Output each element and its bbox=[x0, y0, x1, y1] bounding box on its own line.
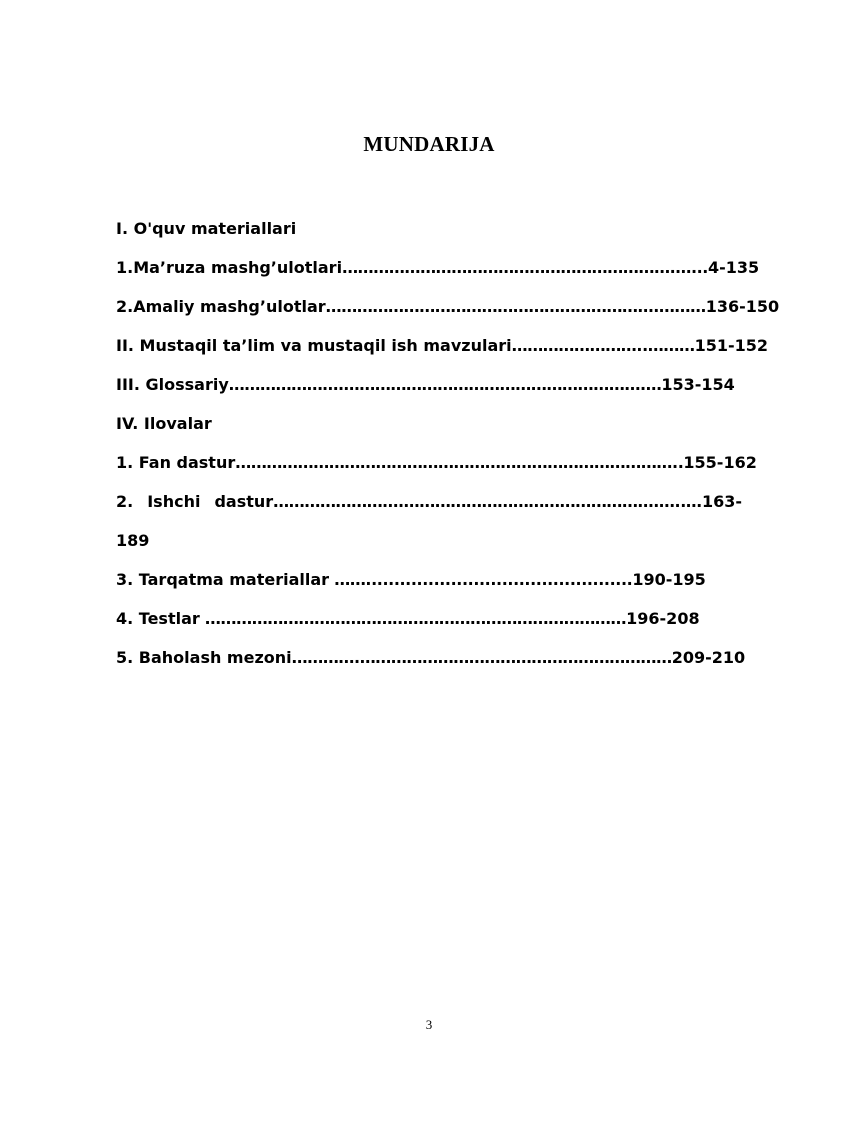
toc-entry-label: 2.Amaliy mashg’ulotlar bbox=[116, 297, 326, 316]
toc-entry-pages: 189 bbox=[116, 531, 150, 550]
toc-leader-dots: ………………….………………………………………………….… bbox=[228, 375, 662, 394]
toc-entry-label: IV. Ilovalar bbox=[116, 414, 212, 433]
toc-entry-label: III. Glossariy bbox=[116, 375, 229, 394]
toc-leader-dots: ……………………………………………………….…... bbox=[342, 258, 708, 277]
toc-entry-number: 2. bbox=[116, 492, 134, 511]
toc-entry-pages: 4-135 bbox=[707, 258, 760, 277]
toc-entry-label: Ishchi bbox=[147, 492, 201, 511]
toc-entry-label: 5. Baholash mezoni bbox=[116, 648, 292, 667]
toc-entry-pages: 151-152 bbox=[694, 336, 769, 355]
toc-entry-label: dastur bbox=[214, 492, 274, 511]
toc-leader-dots: ……………………………………………………….……… bbox=[325, 297, 706, 316]
toc-entry-pages: 153-154 bbox=[661, 375, 735, 394]
toc-leader-dots: ………………………………………………………………………….. bbox=[235, 453, 684, 472]
toc-section-oquv-materiallari[interactable] bbox=[116, 209, 742, 248]
page-title: MUNDARIJA bbox=[363, 132, 495, 156]
toc-entry-ishchi-dastur[interactable] bbox=[116, 482, 742, 521]
toc-entry-tarqatma[interactable] bbox=[116, 560, 742, 599]
toc-entry-pages: 155-162 bbox=[683, 453, 757, 472]
toc-entry-pages: 196-208 bbox=[626, 609, 700, 628]
table-of-contents bbox=[116, 209, 780, 677]
toc-entry-pages: 136-150 bbox=[705, 297, 780, 316]
toc-entry-label: 1. Fan dastur bbox=[116, 453, 236, 472]
toc-leader-dots: ……............................................... bbox=[329, 570, 633, 589]
toc-leader-dots: ……………………………………………………………………… bbox=[199, 609, 627, 628]
toc-entry-baholash[interactable] bbox=[116, 638, 746, 677]
toc-entry-label: II. Mustaqil ta’lim va mustaqil ish mavzulari bbox=[116, 336, 512, 355]
toc-entry-label: 1.Ma’ruza mashg’ulotlari bbox=[116, 258, 343, 277]
toc-entry-testlar[interactable] bbox=[116, 599, 742, 638]
page-number: 3 bbox=[425, 1017, 433, 1032]
toc-entry-label: 4. Testlar bbox=[116, 609, 200, 628]
toc-entry-label: I. O'quv materiallari bbox=[116, 219, 297, 238]
toc-entry-pages: 190-195 bbox=[632, 570, 706, 589]
toc-entry-ishchi-dastur-continued bbox=[116, 521, 742, 560]
toc-entry-mustaqil[interactable] bbox=[116, 326, 769, 365]
toc-entry-amaliy[interactable] bbox=[116, 287, 780, 326]
toc-leader-dots: …………………….………………………………………….…..… bbox=[273, 492, 702, 511]
toc-entry-pages: 163- bbox=[701, 492, 742, 511]
toc-entry-pages: 209-210 bbox=[671, 648, 746, 667]
toc-entry-label: 3. Tarqatma materiallar bbox=[116, 570, 330, 589]
toc-entry-fan-dastur[interactable] bbox=[116, 443, 757, 482]
toc-entry-glossariy[interactable] bbox=[116, 365, 742, 404]
toc-entry-maruza[interactable] bbox=[116, 248, 760, 287]
toc-section-ilovalar[interactable] bbox=[116, 404, 742, 443]
toc-leader-dots: ………….…………………………………………………… bbox=[291, 648, 672, 667]
toc-leader-dots: ……………………..……… bbox=[511, 336, 695, 355]
